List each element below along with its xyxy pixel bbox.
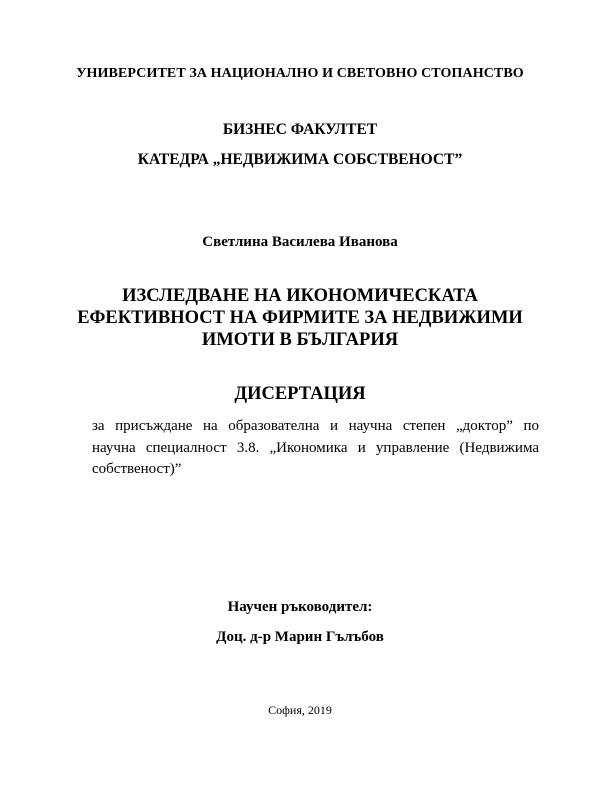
university-name: УНИВЕРСИТЕТ ЗА НАЦИОНАЛНО И СВЕТОВНО СТОПАНСТВО bbox=[76, 66, 524, 81]
degree-purpose bbox=[92, 416, 539, 481]
title-line: ИМОТИ В БЪЛГАРИЯ bbox=[201, 330, 399, 350]
purpose-line: собственост)” bbox=[92, 461, 182, 477]
title-line: ЕФЕКТИВНОСТ НА ФИРМИТЕ ЗА НЕДВИЖИМИ bbox=[77, 308, 523, 328]
purpose-line: научна специалност 3.8. „Икономика и управление (Недвижима bbox=[92, 439, 539, 456]
place-and-year: София, 2019 bbox=[268, 703, 332, 717]
dissertation-title bbox=[0, 285, 600, 351]
supervisor-label: Научен ръководител: bbox=[227, 599, 373, 615]
title-line: ИЗСЛЕДВАНЕ НА ИКОНОМИЧЕСКАТА bbox=[122, 286, 478, 306]
department-name: КАТЕДРА „НЕДВИЖИМА СОБСТВЕНОСТ” bbox=[137, 151, 463, 168]
author-name: Светлина Василева Иванова bbox=[202, 234, 398, 250]
document-type: ДИСЕРТАЦИЯ bbox=[234, 384, 366, 404]
supervisor-name: Доц. д-р Марин Гълъбов bbox=[216, 629, 384, 645]
faculty-name: БИЗНЕС ФАКУЛТЕТ bbox=[222, 121, 378, 138]
purpose-line: за присъждане на образователна и научна степен „доктор” по bbox=[92, 418, 539, 434]
